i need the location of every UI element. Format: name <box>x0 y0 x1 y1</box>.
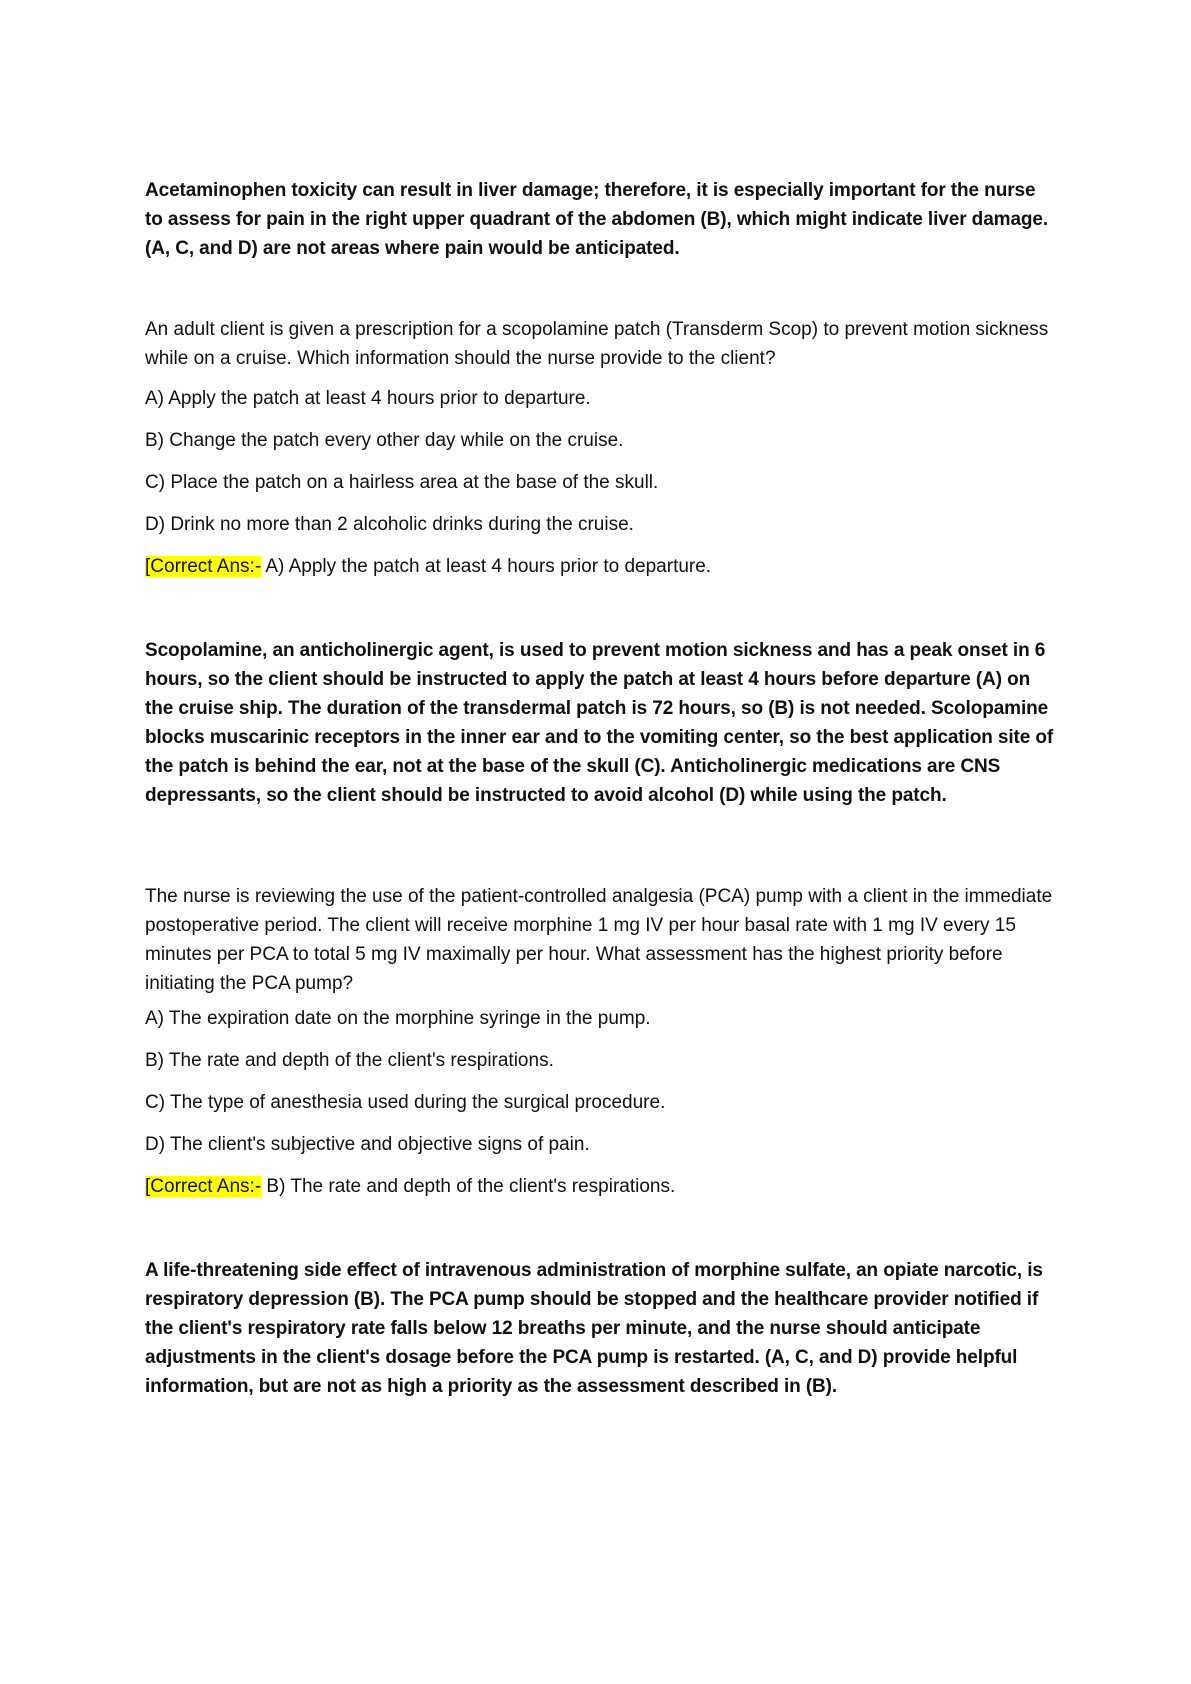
rationale-acetaminophen: Acetaminophen toxicity can result in liver damage; therefore, it is especially important for the nurse to assess for pain in the right upper quadrant of the abdomen (B), which might indicate liver damage. (A, C, and D) are not areas where pain would be anticipated. <box>145 180 1049 259</box>
rationale-scopolamine: Scopolamine, an anticholinergic agent, is used to prevent motion sickness and has a peak onset in 6 hours, so the client should be instructed to apply the patch at least 4 hours before departure (A) on the cruise ship. The duration of the transdermal patch is 72 hours, so (B) is not needed. Scolopamine blocks muscarinic receptors in the inner ear and to the vomiting center, so the best application site of the patch is behind the ear, not at the base of the skull (C). Anticholinergic medications are CNS depressants, so the client should be instructed to avoid alcohol (D) while using the patch. <box>145 640 1054 806</box>
question-pca: The nurse is reviewing the use of the patient-controlled analgesia (PCA) pump with a client in the immediate postoperative period. The client will receive morphine 1 mg IV per hour basal rate with 1 mg IV every 15 minutes per PCA to total 5 mg IV maximally per hour. What assessment has the highest priority before initiating the PCA pump? <box>145 886 1053 994</box>
option-c: C) Place the patch on a hairless area at the base of the skull. <box>145 472 659 493</box>
option-b: B) The rate and depth of the client's respirations. <box>145 1050 554 1071</box>
option-b: B) Change the patch every other day while on the cruise. <box>145 430 624 451</box>
rationale-pca: A life-threatening side effect of intravenous administration of morphine sulfate, an opiate narcotic, is respiratory depression (B). The PCA pump should be stopped and the healthcare provider notified if the client's respiratory rate falls below 12 breaths per minute, and the nurse should anticipate adjustments in the client's dosage before the PCA pump is restarted. (A, C, and D) provide helpful information, but are not as high a priority as the assessment described in (B). <box>145 1260 1043 1397</box>
correct-answer-text: A) Apply the patch at least 4 hours prior to departure. <box>261 556 712 577</box>
correct-answer-label: [Correct Ans:- <box>145 556 262 577</box>
question-scopolamine: An adult client is given a prescription for a scopolamine patch (Transderm Scop) to prevent motion sickness while on a cruise. Which information should the nurse provide to the client? <box>145 319 1049 369</box>
correct-answer-text: B) The rate and depth of the client's respirations. <box>261 1176 676 1197</box>
correct-answer-line <box>145 552 1055 581</box>
correct-answer-label: [Correct Ans:- <box>145 1176 262 1197</box>
correct-answer-line <box>145 1172 1055 1201</box>
option-a: A) Apply the patch at least 4 hours prior to departure. <box>145 388 591 409</box>
option-d: D) Drink no more than 2 alcoholic drinks during the cruise. <box>145 514 634 535</box>
option-c: C) The type of anesthesia used during the surgical procedure. <box>145 1092 666 1113</box>
option-a: A) The expiration date on the morphine syringe in the pump. <box>145 1008 651 1029</box>
option-d: D) The client's subjective and objective signs of pain. <box>145 1134 590 1155</box>
